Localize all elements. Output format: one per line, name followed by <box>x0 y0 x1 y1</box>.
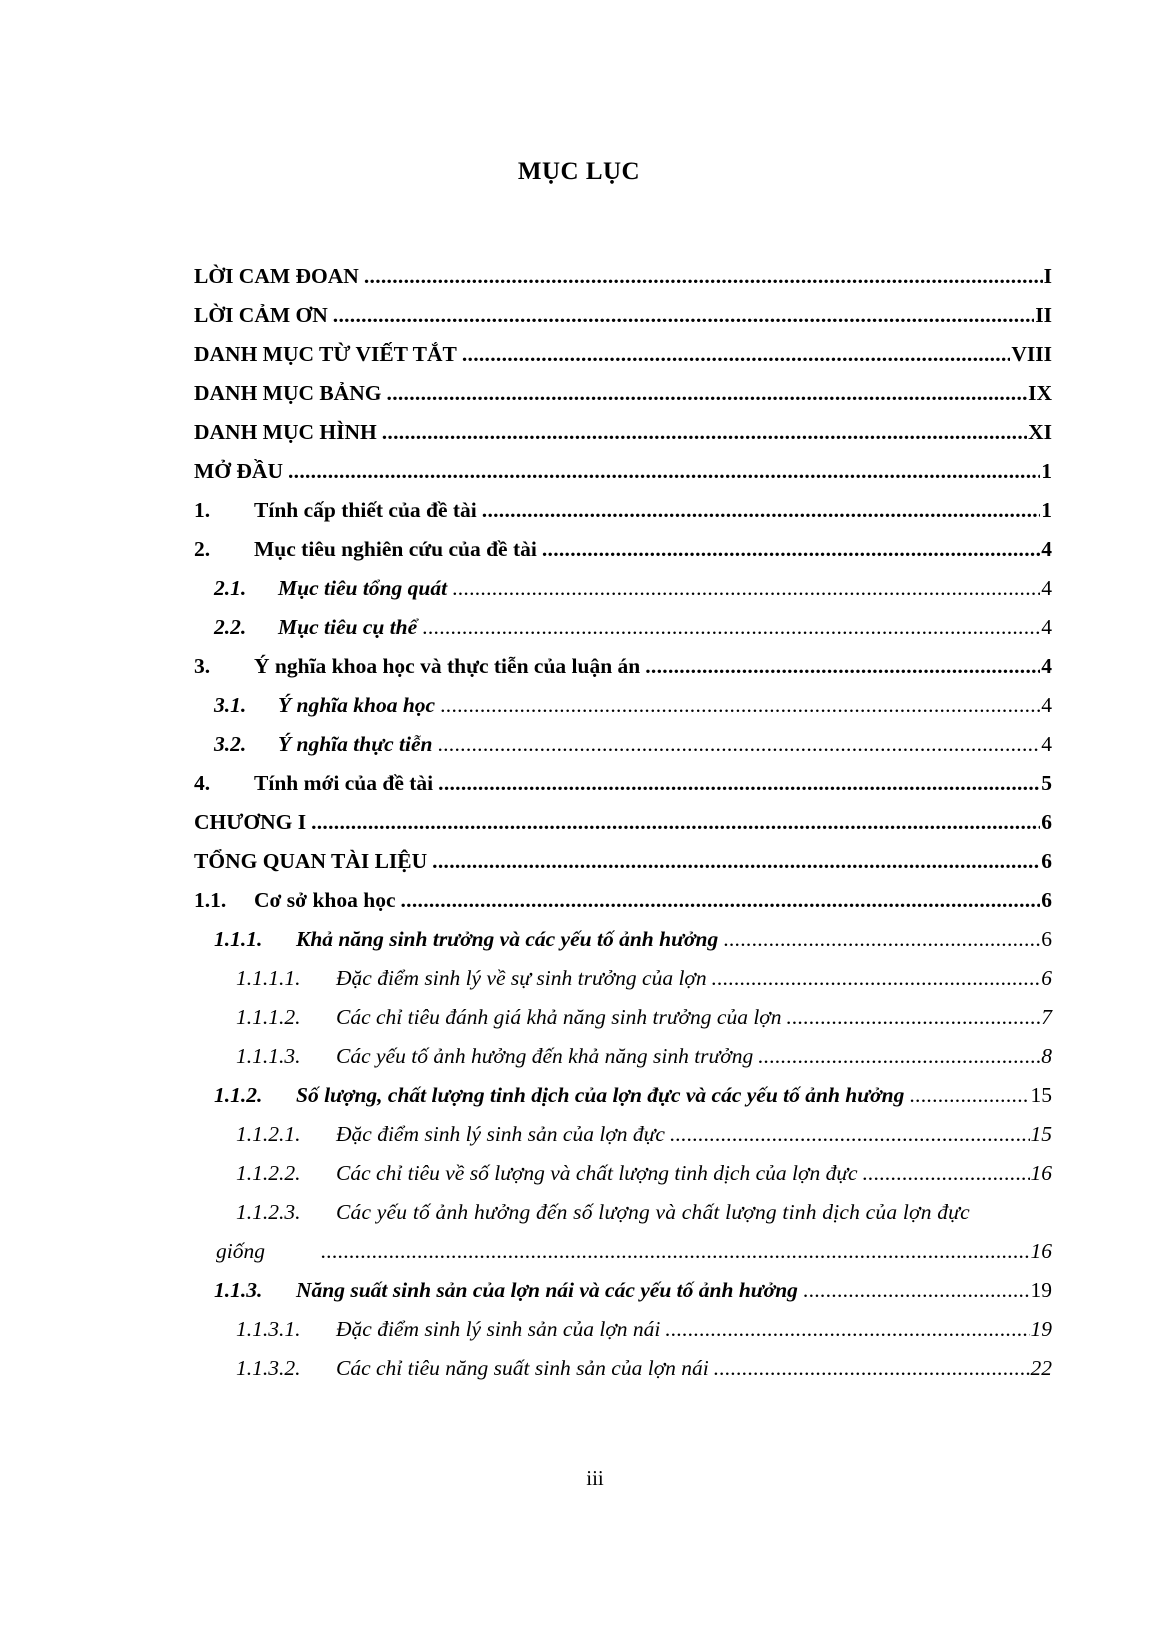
toc-entry[interactable] <box>194 1317 1052 1342</box>
toc-entry-number: 4. <box>194 771 211 795</box>
toc-entry-page: 6 <box>1041 888 1052 912</box>
leader-dots <box>863 1161 1030 1186</box>
toc-entry-page: II <box>1035 303 1052 327</box>
leader-dots <box>387 381 1028 406</box>
toc-entry-label: CHƯƠNG I <box>194 810 307 834</box>
toc-entry-page: 6 <box>1041 849 1052 873</box>
leader-dots <box>712 966 1041 991</box>
toc-entry[interactable] <box>194 537 1052 562</box>
toc-entry-page: 4 <box>1041 732 1052 756</box>
toc-entry[interactable] <box>194 498 1052 523</box>
leader-dots <box>787 1005 1041 1030</box>
toc-entry-page: 19 <box>1030 1317 1052 1341</box>
toc-entry-number: 2.1. <box>214 576 247 600</box>
toc-entry[interactable] <box>194 1161 1052 1186</box>
leader-dots <box>364 264 1043 289</box>
toc-entry-page: 15 <box>1030 1122 1052 1146</box>
toc-entry-page: IX <box>1028 381 1052 405</box>
toc-entry-number: 1.1.3.1. <box>236 1317 301 1341</box>
leader-dots <box>437 732 1040 757</box>
leader-dots <box>321 1239 1030 1264</box>
toc-entry-page: 15 <box>1030 1083 1052 1107</box>
leader-dots <box>311 810 1040 835</box>
toc-entry-label: Các chỉ tiêu về số lượng và chất lượng tinh dịch của lợn đực <box>336 1161 858 1185</box>
leader-dots <box>401 888 1041 913</box>
leader-dots <box>665 1317 1029 1342</box>
toc-entry-label: DANH MỤC HÌNH <box>194 420 377 444</box>
toc-entry-label: Các yếu tố ảnh hưởng đến khả năng sinh trưởng <box>336 1044 754 1068</box>
leader-dots <box>482 498 1040 523</box>
toc-entry[interactable] <box>194 732 1052 757</box>
toc-entry-label: Ý nghĩa khoa học <box>278 693 436 717</box>
leader-dots <box>909 1083 1029 1108</box>
leader-dots <box>714 1356 1030 1381</box>
toc-entry-number: 3.1. <box>214 693 247 717</box>
toc-entry-number: 1.1. <box>194 888 227 912</box>
toc-entry[interactable] <box>194 693 1052 718</box>
toc-entry-continuation <box>174 1239 1052 1264</box>
toc-entry-number: 1.1.3. <box>214 1278 263 1302</box>
toc-entry-number: 1.1.2.3. <box>236 1200 301 1224</box>
toc-entry-page: 4 <box>1041 615 1052 639</box>
toc-entry-page: 22 <box>1030 1356 1052 1380</box>
toc-entry-label: Đặc điểm sinh lý sinh sản của lợn đực <box>336 1122 665 1146</box>
leader-dots <box>723 927 1040 952</box>
leader-dots <box>645 654 1040 679</box>
toc-entry[interactable] <box>194 1122 1052 1147</box>
toc-entry-page: 6 <box>1041 927 1052 951</box>
toc-entry-number: 1.1.1.2. <box>236 1005 301 1029</box>
toc-entry[interactable] <box>194 654 1052 679</box>
leader-dots <box>462 342 1011 367</box>
toc-entry-page: XI <box>1028 420 1052 444</box>
toc-entry-label: Khả năng sinh trưởng và các yếu tố ảnh hưởng <box>296 927 719 951</box>
page-title: MỤC LỤC <box>517 158 641 185</box>
toc-entry-label-continued: giống <box>216 1239 265 1263</box>
toc-entry-page: 4 <box>1041 693 1052 717</box>
leader-dots <box>542 537 1040 562</box>
toc-entry-number: 2. <box>194 537 211 561</box>
toc-entry-label: Mục tiêu tổng quát <box>278 576 448 600</box>
toc-entry[interactable] <box>194 615 1052 640</box>
toc-entry-page: 1 <box>1041 498 1052 522</box>
toc-entry-label: Tính mới của đề tài <box>254 771 434 795</box>
toc-entry-label: Các chỉ tiêu đánh giá khả năng sinh trưởng của lợn <box>336 1005 782 1029</box>
toc-entry-page: 16 <box>1030 1161 1052 1185</box>
toc-entry-number: 1.1.1.1. <box>236 966 301 990</box>
leader-dots <box>670 1122 1030 1147</box>
toc-entry-page: 4 <box>1041 576 1052 600</box>
toc-entry[interactable] <box>194 1083 1052 1108</box>
toc-entry[interactable] <box>194 810 1052 835</box>
toc-entry-label: Đặc điểm sinh lý sinh sản của lợn nái <box>336 1317 661 1341</box>
toc-entry-number: 1.1.1.3. <box>236 1044 301 1068</box>
toc-entry[interactable] <box>194 342 1052 367</box>
toc-entry[interactable] <box>194 927 1052 952</box>
toc-entry-label: Số lượng, chất lượng tinh dịch của lợn đực và các yếu tố ảnh hưởng <box>296 1083 905 1107</box>
toc-entry-page: 4 <box>1041 537 1052 561</box>
toc-entry-page: 7 <box>1041 1005 1052 1029</box>
toc-entry[interactable] <box>194 771 1052 796</box>
toc-entry[interactable] <box>194 381 1052 406</box>
toc-entry-page: 5 <box>1041 771 1052 795</box>
toc-entry-label: Mục tiêu cụ thể <box>278 615 418 639</box>
leader-dots <box>422 615 1040 640</box>
toc-entry-page: 16 <box>1030 1239 1052 1263</box>
toc-entry-number: 1.1.3.2. <box>236 1356 301 1380</box>
toc-entry-number: 2.2. <box>214 615 247 639</box>
toc-entry-number: 3.2. <box>214 732 247 756</box>
toc-entry[interactable] <box>194 888 1052 913</box>
toc-entry[interactable] <box>194 576 1052 601</box>
toc-entry-label: DANH MỤC BẢNG <box>194 381 382 405</box>
toc-entry-page: I <box>1043 264 1052 288</box>
toc-entry-label: DANH MỤC TỪ VIẾT TẮT <box>194 342 457 366</box>
toc-entry-number: 3. <box>194 654 211 678</box>
toc-entry-number: 1. <box>194 498 211 522</box>
toc-entry[interactable] <box>194 1044 1052 1069</box>
leader-dots <box>333 303 1034 328</box>
toc-entry[interactable] <box>194 459 1052 484</box>
toc-entry-label: Tính cấp thiết của đề tài <box>254 498 477 522</box>
toc-entry-number: 1.1.2.2. <box>236 1161 301 1185</box>
toc-entry-page: 6 <box>1041 810 1052 834</box>
toc-entry-label: LỜI CAM ĐOAN <box>194 264 359 288</box>
toc-entry[interactable] <box>194 1278 1052 1303</box>
leader-dots <box>758 1044 1040 1069</box>
toc-entry-page: VIII <box>1011 342 1052 366</box>
toc-entry-number: 1.1.2. <box>214 1083 263 1107</box>
toc-entry[interactable] <box>194 420 1052 445</box>
toc-entry[interactable] <box>194 264 1052 289</box>
toc-entry-page: 4 <box>1041 654 1052 678</box>
toc-entry-page: 19 <box>1030 1278 1052 1302</box>
toc-entry-page: 8 <box>1041 1044 1052 1068</box>
toc-entry-page: 1 <box>1041 459 1052 483</box>
toc-entry[interactable] <box>194 1005 1052 1030</box>
toc-entry-label: LỜI CẢM ƠN <box>194 303 328 327</box>
toc-entry[interactable] <box>194 1200 1052 1225</box>
toc-entry-label: Năng suất sinh sản của lợn nái và các yếu tố ảnh hưởng <box>296 1278 798 1302</box>
toc-entry-label: MỞ ĐẦU <box>194 459 283 483</box>
toc-entry-label: Các yếu tố ảnh hưởng đến số lượng và chất lượng tinh dịch của lợn đực <box>336 1200 970 1224</box>
leader-dots <box>432 849 1040 874</box>
toc-entry[interactable] <box>194 1356 1052 1381</box>
toc-entry[interactable] <box>194 966 1052 991</box>
leader-dots <box>438 771 1040 796</box>
toc-entry-page: 6 <box>1041 966 1052 990</box>
page-number: iii <box>586 1466 604 1490</box>
toc-entry-label: Các chỉ tiêu năng suất sinh sản của lợn nái <box>336 1356 709 1380</box>
leader-dots <box>803 1278 1030 1303</box>
toc-entry[interactable] <box>194 849 1052 874</box>
toc-entry-number: 1.1.1. <box>214 927 263 951</box>
leader-dots <box>382 420 1027 445</box>
toc-entry-label: Cơ sở khoa học <box>254 888 396 912</box>
toc-entry-number: 1.1.2.1. <box>236 1122 301 1146</box>
toc-entry[interactable] <box>194 303 1052 328</box>
leader-dots <box>452 576 1040 601</box>
toc-entry-label: Mục tiêu nghiên cứu của đề tài <box>254 537 537 561</box>
toc-entry-label: Ý nghĩa khoa học và thực tiễn của luận án <box>254 654 641 678</box>
leader-dots <box>440 693 1040 718</box>
toc-entry-label: Ý nghĩa thực tiễn <box>278 732 433 756</box>
leader-dots <box>288 459 1040 484</box>
toc-entry-label: TỔNG QUAN TÀI LIỆU <box>194 849 428 873</box>
toc-entry-label: Đặc điểm sinh lý về sự sinh trưởng của lợn <box>336 966 707 990</box>
